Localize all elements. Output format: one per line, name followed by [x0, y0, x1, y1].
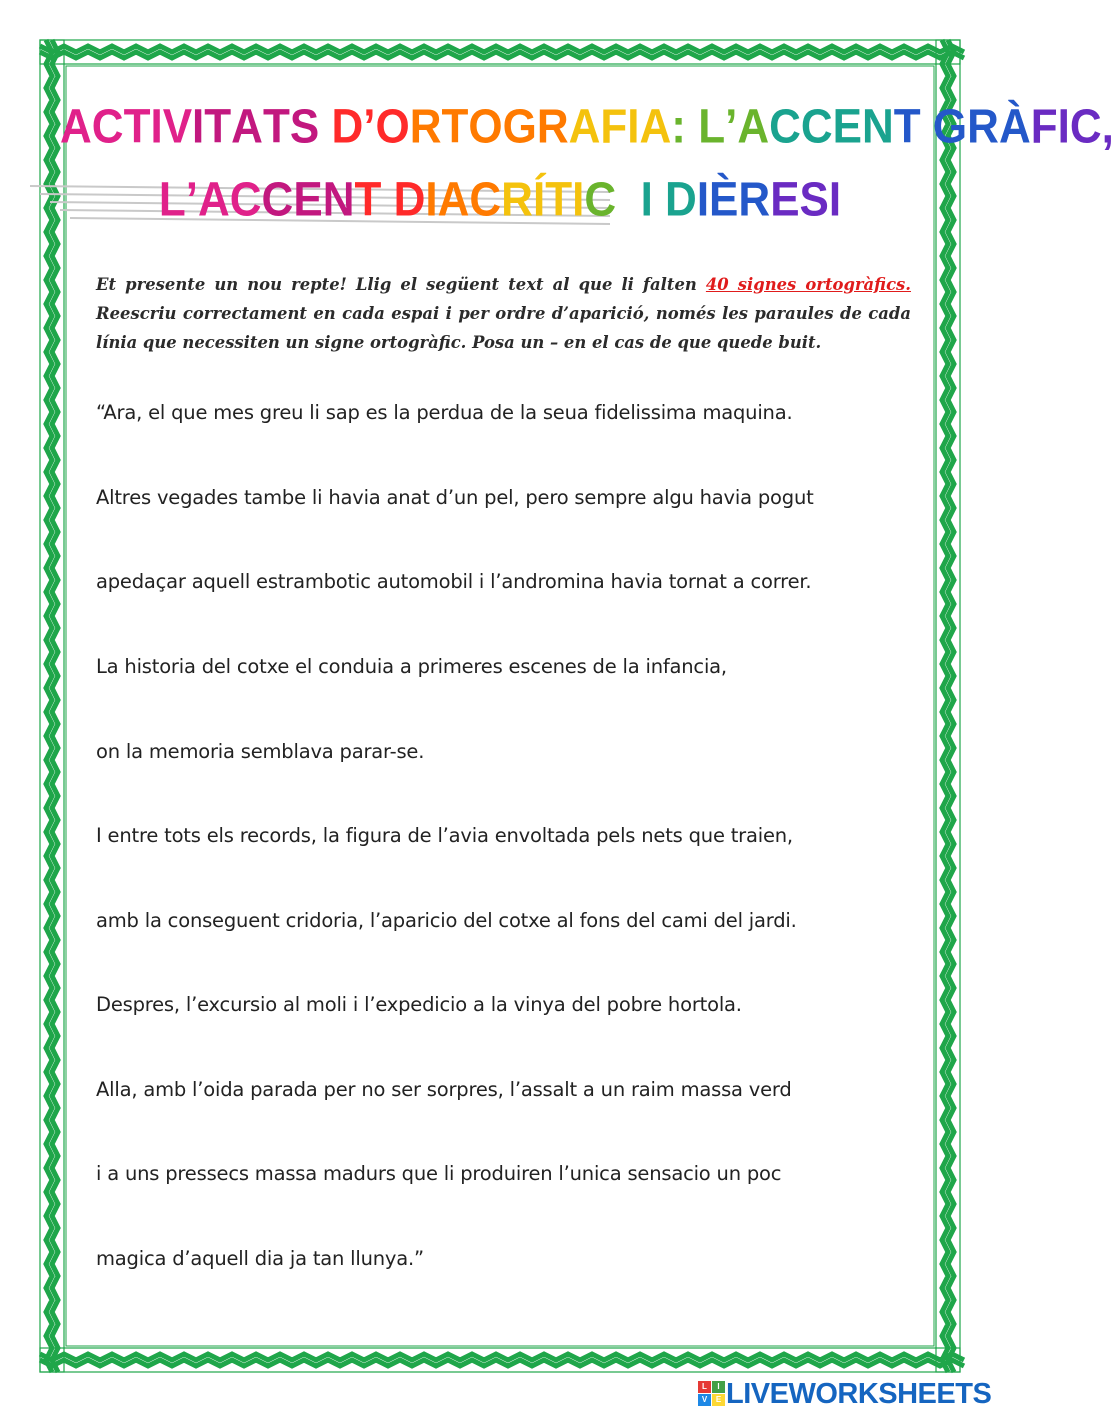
instructions-text: Et presente un nou repte! Llig el següent text al que li falten [96, 275, 706, 294]
instructions-highlight: 40 signes ortogràfics. [705, 275, 911, 294]
logo-tile: L [698, 1381, 711, 1393]
text-line-3: apedaçar aquell estrambotic automobil i l’andromina havia tornat a correr. [96, 570, 812, 593]
liveworksheets-brand[interactable] [698, 1376, 993, 1410]
text-line-10: i a uns pressecs massa madurs que li produiren l’unica sensacio un poc [96, 1162, 782, 1185]
brand-name: LIVEWORKSHEETS [726, 1378, 992, 1410]
instructions-paragraph [96, 270, 911, 357]
text-line-2: Altres vegades tambe li havia anat d’un pel, pero sempre algu havia pogut [96, 486, 814, 509]
logo-tile: V [698, 1394, 711, 1406]
page-title-line-1 [60, 99, 1114, 154]
instructions-text: Reescriu correctament en cada espai i per ordre d’aparició, només les paraules de cada línia que necessiten un signe ortogràfic. Posa un – en el cas de que quede buit. [96, 304, 911, 352]
liveworksheets-logo-icon [698, 1381, 726, 1407]
text-line-5: on la memoria semblava parar-se. [96, 740, 425, 763]
logo-tile: I [712, 1381, 725, 1393]
page-title-line-2 [60, 172, 940, 227]
title-text: L’ACCENT DIACRÍTIC I DIÈRESI [158, 172, 842, 227]
text-line-9: Alla, amb l’oida parada per no ser sorpres, l’assalt a un raim massa verd [96, 1078, 792, 1101]
text-line-7: amb la conseguent cridoria, l’aparicio del cotxe al fons del cami del jardi. [96, 909, 797, 932]
text-line-11: magica d’aquell dia ja tan llunya.” [96, 1247, 424, 1270]
text-line-1: “Ara, el que mes greu li sap es la perdua de la seua fidelissima maquina. [96, 401, 793, 424]
title-text: ACTIVITATS D’ORTOGRAFIA: L’ACCENT GRÀFIC, [60, 99, 1114, 154]
text-line-4: La historia del cotxe el conduia a primeres escenes de la infancia, [96, 655, 727, 678]
text-line-6: I entre tots els records, la figura de l’avia envoltada pels nets que traien, [96, 824, 793, 847]
logo-tile: E [712, 1394, 725, 1406]
text-line-8: Despres, l’excursio al moli i l’expedicio a la vinya del pobre hortola. [96, 993, 742, 1016]
